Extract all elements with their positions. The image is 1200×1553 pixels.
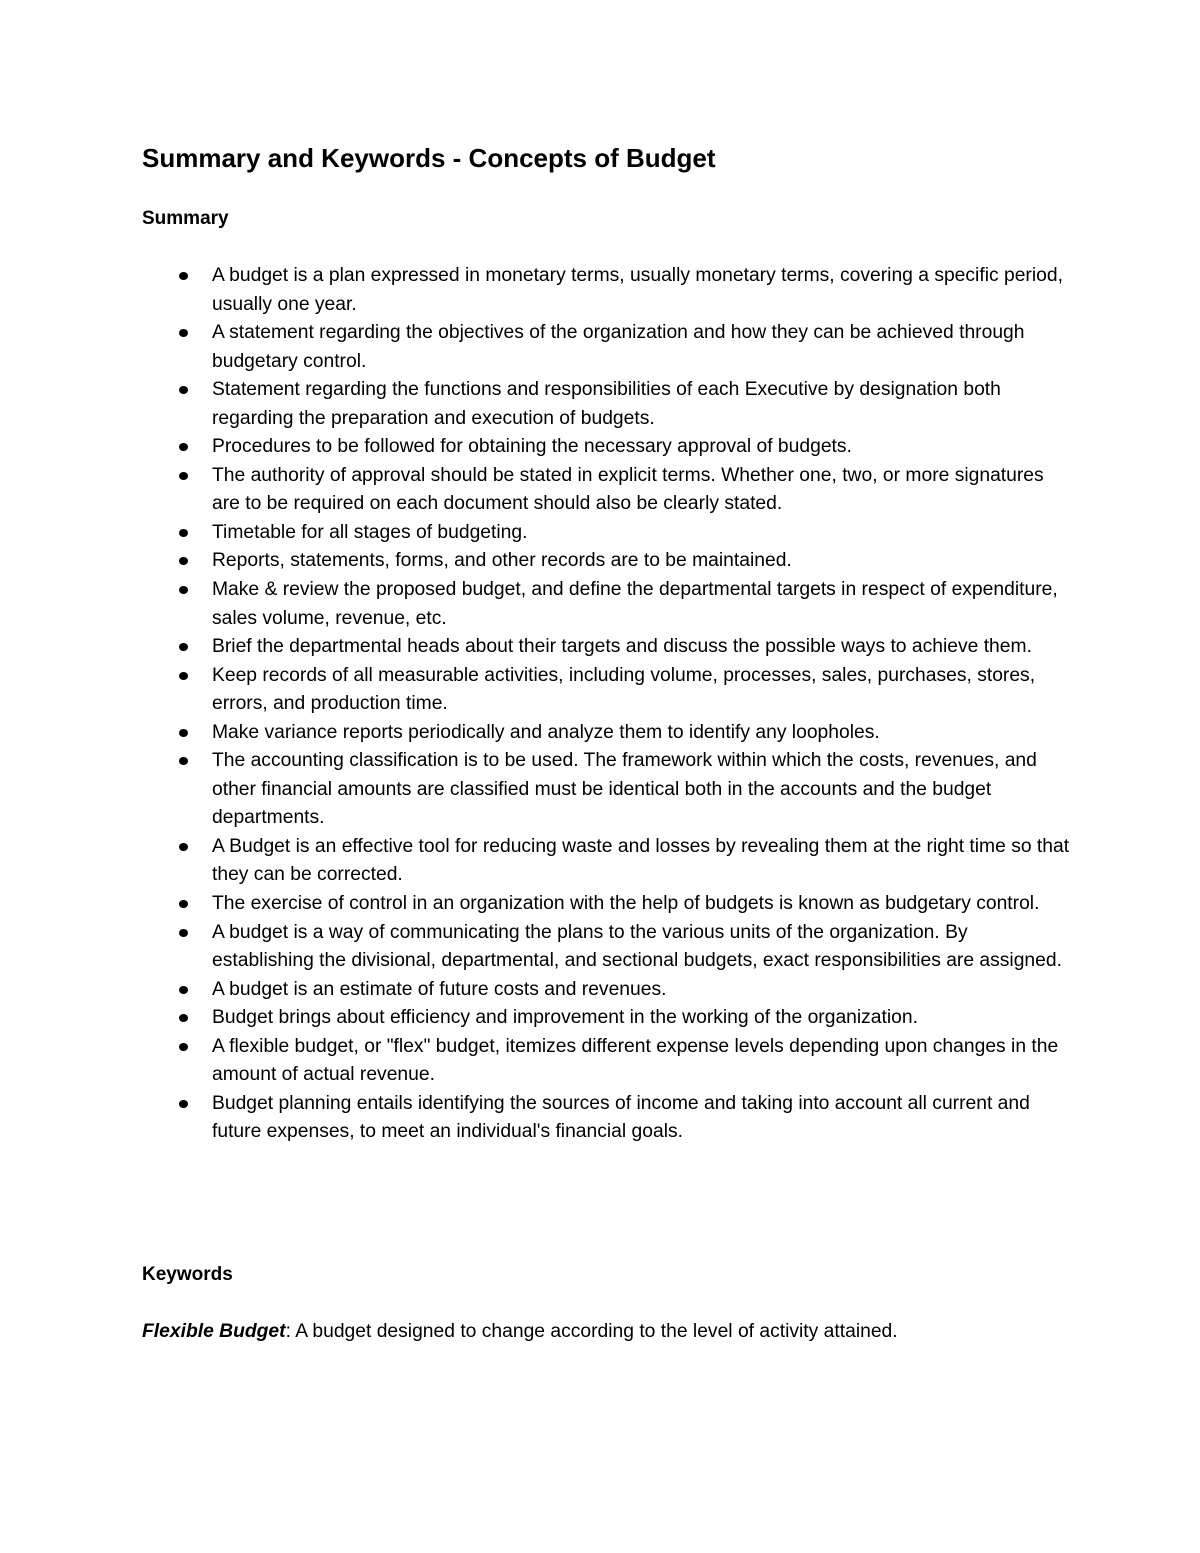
list-item xyxy=(0,376,1200,433)
bullet-icon xyxy=(179,586,188,594)
keywords-heading: Keywords xyxy=(142,1264,233,1285)
keyword-definition xyxy=(142,1318,898,1346)
list-item xyxy=(0,833,1200,890)
list-item-text: A Budget is an effective tool for reducing waste and losses by revealing them at the right time so that they can be corrected. xyxy=(212,835,1070,886)
list-item-text: Timetable for all stages of budgeting. xyxy=(212,521,528,543)
bullet-icon xyxy=(179,1043,188,1051)
bullet-icon xyxy=(179,1014,188,1022)
bullet-icon xyxy=(179,386,188,394)
bullet-icon xyxy=(179,329,188,337)
list-item xyxy=(0,433,1200,462)
bullet-icon xyxy=(179,1100,188,1108)
bullet-icon xyxy=(179,272,188,280)
list-item-text: Make variance reports periodically and analyze them to identify any loopholes. xyxy=(212,721,880,743)
list-item xyxy=(0,747,1200,833)
bullet-icon xyxy=(179,672,188,680)
list-item xyxy=(0,462,1200,519)
list-item-text: Reports, statements, forms, and other records are to be maintained. xyxy=(212,550,792,572)
bullet-icon xyxy=(179,929,188,937)
list-item xyxy=(0,1004,1200,1033)
bullet-icon xyxy=(179,643,188,651)
list-item-text: Statement regarding the functions and responsibilities of each Executive by designation both regarding the preparation and execution of budgets. xyxy=(212,379,1001,429)
list-item-text: A flexible budget, or "flex" budget, itemizes different expense levels depending upon changes in the amount of actual revenue. xyxy=(212,1035,1059,1086)
bullet-icon xyxy=(179,986,188,994)
bullet-icon xyxy=(179,757,188,765)
page-title: Summary and Keywords - Concepts of Budget xyxy=(142,143,716,173)
bullet-icon xyxy=(179,557,188,565)
list-item xyxy=(0,547,1200,576)
list-item-text: Budget planning entails identifying the sources of income and taking into account all current and future expenses, to meet an individual's financial goals. xyxy=(212,1092,1030,1143)
list-item xyxy=(0,976,1200,1005)
bullet-icon xyxy=(179,900,188,908)
list-item xyxy=(0,1033,1200,1090)
bullet-icon xyxy=(179,529,188,537)
list-item-text: Keep records of all measurable activities, including volume, processes, sales, purchases, stores, errors, and production time. xyxy=(212,664,1036,715)
list-item-text: The authority of approval should be stated in explicit terms. Whether one, two, or more signatures are to be required on each document should also be clearly stated. xyxy=(212,464,1044,515)
list-item xyxy=(0,1090,1200,1147)
list-item xyxy=(0,319,1200,376)
bullet-icon xyxy=(179,472,188,480)
list-item-text: Make & review the proposed budget, and define the departmental targets in respect of expenditure, sales volume, revenue, etc. xyxy=(212,579,1058,629)
list-item-text: Procedures to be followed for obtaining the necessary approval of budgets. xyxy=(212,436,852,458)
bullet-icon xyxy=(179,843,188,851)
bullet-icon xyxy=(179,729,188,737)
list-item xyxy=(0,633,1200,662)
list-item-text: Budget brings about efficiency and improvement in the working of the organization. xyxy=(212,1007,918,1029)
keyword-separator: : xyxy=(285,1321,291,1342)
list-item-text: A budget is a plan expressed in monetary terms, usually monetary terms, covering a specific period, usually one year. xyxy=(212,265,1063,315)
list-item-text: The accounting classification is to be used. The framework within which the costs, revenues, and other financial amounts are classified must be identical both in the accounts and the budget departments. xyxy=(212,750,1037,829)
list-item xyxy=(0,576,1200,633)
keyword-definition-text: A budget designed to change according to the level of activity attained. xyxy=(290,1321,898,1342)
list-item-text: Brief the departmental heads about their targets and discuss the possible ways to achieve them. xyxy=(212,636,1032,658)
list-item xyxy=(0,919,1200,976)
bullet-icon xyxy=(179,443,188,451)
list-item xyxy=(0,519,1200,548)
summary-list xyxy=(0,262,1200,1147)
list-item xyxy=(0,262,1200,319)
list-item-text: A budget is an estimate of future costs and revenues. xyxy=(212,978,667,1000)
list-item xyxy=(0,719,1200,748)
list-item xyxy=(0,890,1200,919)
list-item-text: A statement regarding the objectives of the organization and how they can be achieved through budgetary control. xyxy=(212,322,1025,372)
keyword-term: Flexible Budget xyxy=(142,1321,286,1342)
summary-heading: Summary xyxy=(142,208,229,229)
list-item-text: A budget is a way of communicating the plans to the various units of the organization. By establishing the divisional, departmental, and sectional budgets, exact responsibilities are assigned. xyxy=(212,921,1062,972)
list-item-text: The exercise of control in an organization with the help of budgets is known as budgetary control. xyxy=(212,893,1040,915)
list-item xyxy=(0,662,1200,719)
